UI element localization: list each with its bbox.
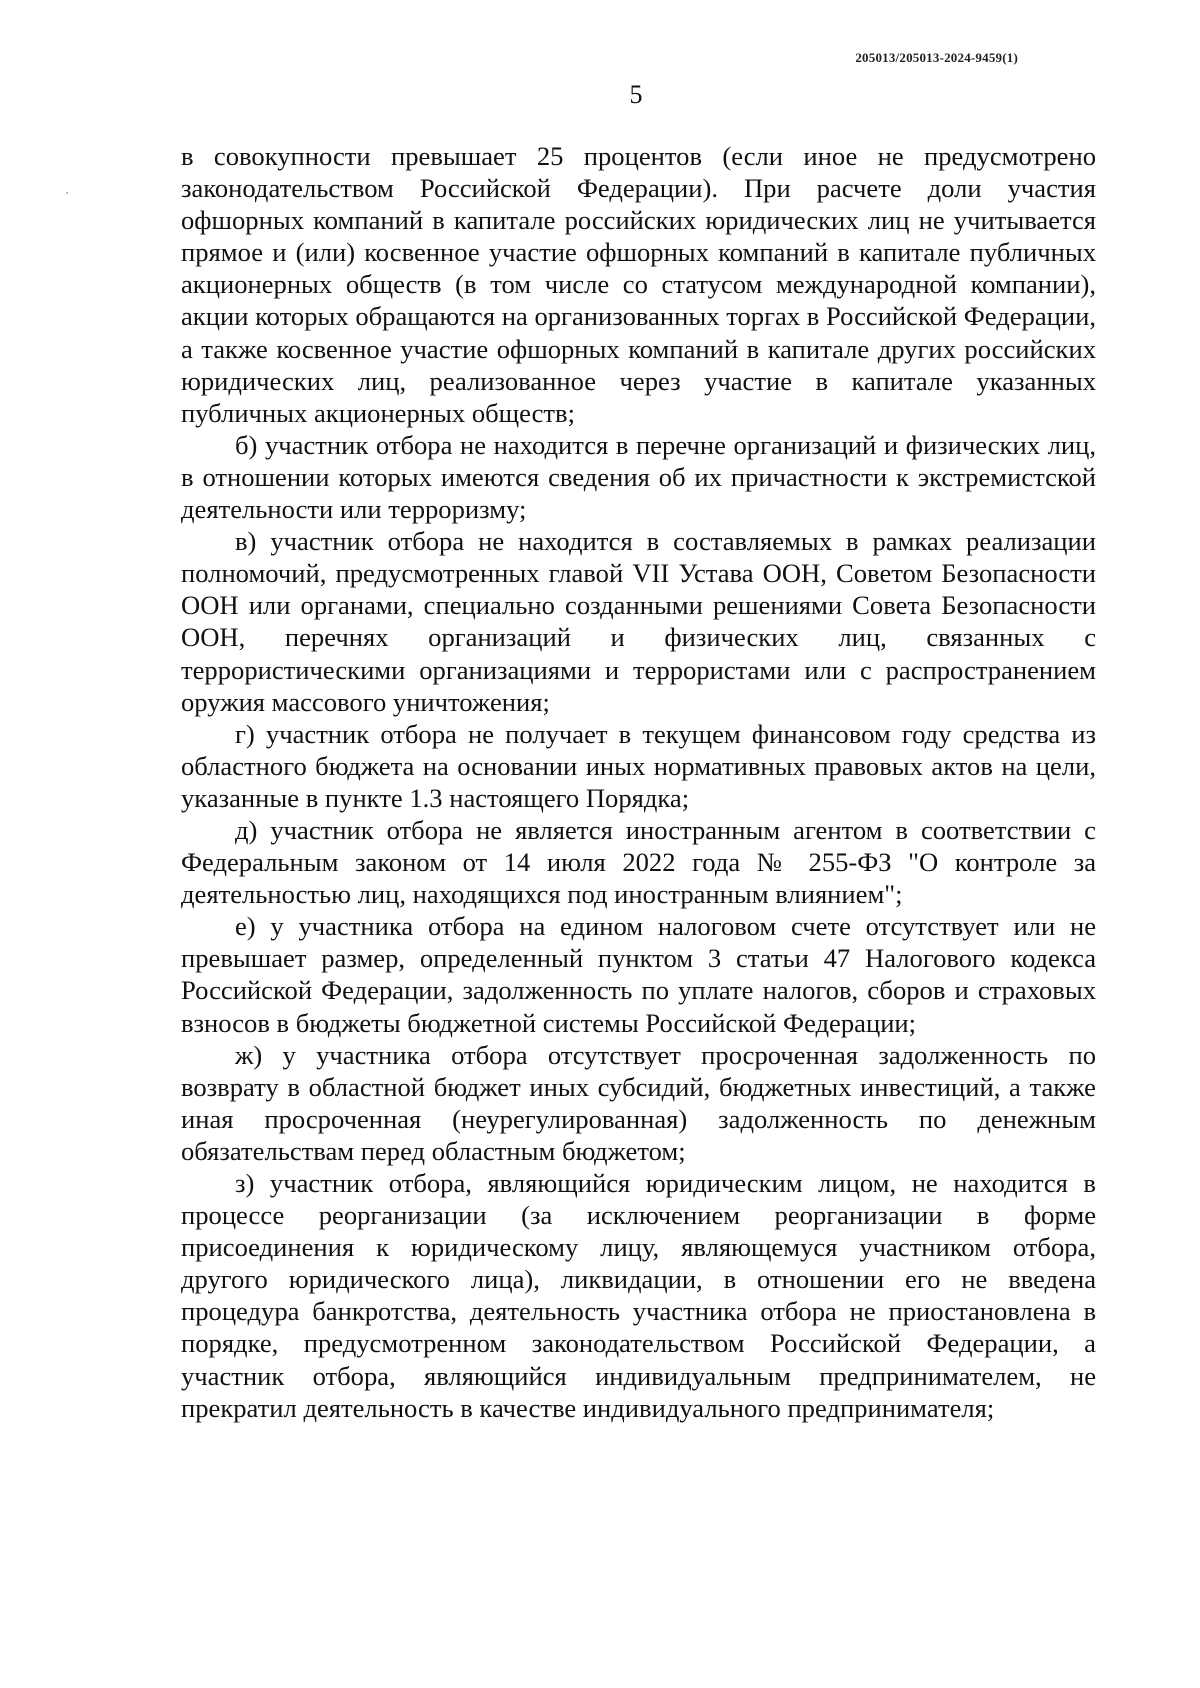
document-body (181, 140, 1096, 1424)
page-number: 5 (629, 80, 643, 109)
paragraph-item-d: д) участник отбора не является иностранным агентом в соответствии с Федеральным законом от 14 июля 2022 года № 255-ФЗ "О контроле за деятельностью лиц, находящихся под иностранным влиянием"; (181, 814, 1096, 910)
paragraph-item-e: е) у участника отбора на едином налоговом счете отсутствует или не превышает размер, определенный пунктом 3 статьи 47 Налогового кодекса Российской Федерации, задолженность по уплате налогов, сборов и страховых взносов в бюджеты бюджетной системы Российской Федерации; (181, 911, 1096, 1038)
paragraph-item-zh: ж) у участника отбора отсутствует просроченная задолженность по возврату в областной бюджет иных субсидий, бюджетных инвестиций, а также иная просроченная (неурегулированная) задолженность по денежным обязательствам перед областным бюджетом; (181, 1039, 1096, 1166)
scan-speck (66, 192, 68, 194)
paragraph-item-v: в) участник отбора не находится в составляемых в рамках реализации полномочий, предусмотренных главой VII Устава ООН, Советом Безопасности ООН или органами, специально созданными решениями Совета Безопасности ООН, перечнях организаций и физических лиц, связанных с террористическими организациями и террористами или с распространением оружия массового уничтожения; (181, 526, 1096, 717)
document-id: 205013/205013-2024-9459(1) (855, 50, 1018, 65)
paragraph-item-g: г) участник отбора не получает в текущем финансовом году средства из областного бюджета на основании иных нормативных правовых актов на цели, указанные в пункте 1.3 настоящего Порядка; (181, 718, 1096, 813)
paragraph-item-z: з) участник отбора, являющийся юридическим лицом, не находится в процессе реорганизации (за исключением реорганизации в форме присоединения к юридическому лицу, являющемуся участником отбора, другого юридического лица), ликвидации, в отношении его не введена процедура банкротства, деятельность участника отбора не приостановлена в порядке, предусмотренном законодательством Российской Федерации, а участник отбора, являющийся индивидуальным предпринимателем, не прекратил деятельность в качестве индивидуального предпринимателя; (181, 1168, 1096, 1423)
paragraph-item-b: б) участник отбора не находится в перечне организаций и физических лиц, в отношении которых имеются сведения об их причастности к экстремистской деятельности или терроризму; (181, 429, 1096, 525)
paragraph-continuation: в совокупности превышает 25 процентов (если иное не предусмотрено законодательством Российской Федерации). При расчете доли участия офшорных компаний в капитале российских юридических лиц не учитывается прямое и (или) косвенное участие офшорных компаний в капитале публичных акционерных обществ (в том числе со статусом международной компании), акции которых обращаются на организованных торгах в Российской Федерации, а также косвенное участие офшорных компаний в капитале других российских юридических лиц, реализованное через участие в капитале указанных публичных акционерных обществ; (181, 141, 1096, 428)
